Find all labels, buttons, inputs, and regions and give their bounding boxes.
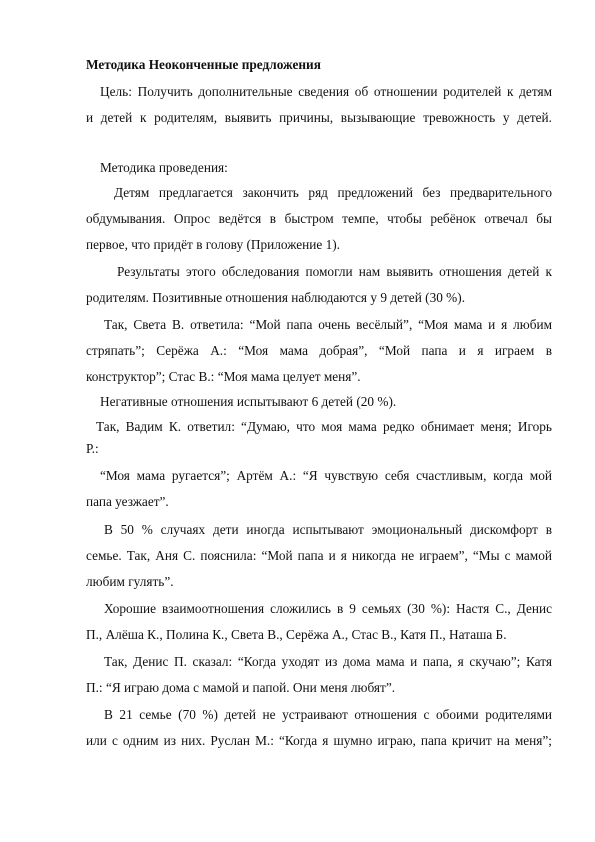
text-line: Цель: Получить дополнительные сведения об отношении родителей к детям bbox=[100, 84, 552, 99]
text-line: Результаты этого обследования помогли нам выявить отношения детей к bbox=[117, 264, 552, 279]
text-line: Так, Вадим К. ответил: “Думаю, что моя мама редко обнимает меня; Игорь bbox=[96, 419, 552, 434]
text-line: конструктор”; Стас В.: “Моя мама целует меня”. bbox=[86, 369, 361, 384]
document-title: Методика Неоконченные предложения bbox=[86, 57, 321, 72]
text-line: семье. Так, Аня С. пояснила: “Мой папа и я никогда не играем”, “Мы с мамой bbox=[86, 548, 552, 563]
text-line: Хорошие взаимоотношения сложились в 9 семьях (30 %): Настя С., Денис bbox=[104, 601, 552, 616]
text-line: Детям предлагается закончить ряд предложений без предварительного bbox=[114, 185, 552, 200]
text-line: первое, что придёт в голову (Приложение 1). bbox=[86, 237, 340, 252]
text-line: П., Алёша К., Полина К., Света В., Серёжа А., Стас В., Катя П., Наташа Б. bbox=[86, 627, 507, 642]
text-line: В 21 семье (70 %) детей не устраивают отношения с обоими родителями bbox=[104, 707, 552, 722]
text-line: Р.: bbox=[86, 441, 99, 456]
text-line: и детей к родителям, выявить причины, вызывающие тревожность у детей. bbox=[86, 110, 552, 125]
text-line: обдумывания. Опрос ведётся в быстром темпе, чтобы ребёнок отвечал бы bbox=[86, 211, 552, 226]
text-line: или с одним из них. Руслан М.: “Когда я шумно играю, папа кричит на меня”; bbox=[86, 733, 552, 748]
text-line: “Моя мама ругается”; Артём А.: “Я чувствую себя счастливым, когда мой bbox=[100, 468, 552, 483]
text-line: Так, Денис П. сказал: “Когда уходят из дома мама и папа, я скучаю”; Катя bbox=[104, 654, 552, 669]
text-line: папа уезжает”. bbox=[86, 494, 169, 509]
text-line: Негативные отношения испытывают 6 детей (20 %). bbox=[100, 394, 397, 409]
text-line: Так, Света В. ответила: “Мой папа очень весёлый”, “Моя мама и я любим bbox=[104, 317, 552, 332]
text-line: стряпать”; Серёжа А.: “Моя мама добрая”, “Мой папа и я играем в bbox=[86, 343, 552, 358]
text-line: П.: “Я играю дома с мамой и папой. Они меня любят”. bbox=[86, 680, 396, 695]
text-line: родителям. Позитивные отношения наблюдаются у 9 детей (30 %). bbox=[86, 290, 466, 305]
text-line: любим гулять”. bbox=[86, 574, 174, 589]
text-line: В 50 % случаях дети иногда испытывают эмоциональный дискомфорт в bbox=[104, 522, 552, 537]
section-heading: Методика проведения: bbox=[100, 160, 228, 175]
